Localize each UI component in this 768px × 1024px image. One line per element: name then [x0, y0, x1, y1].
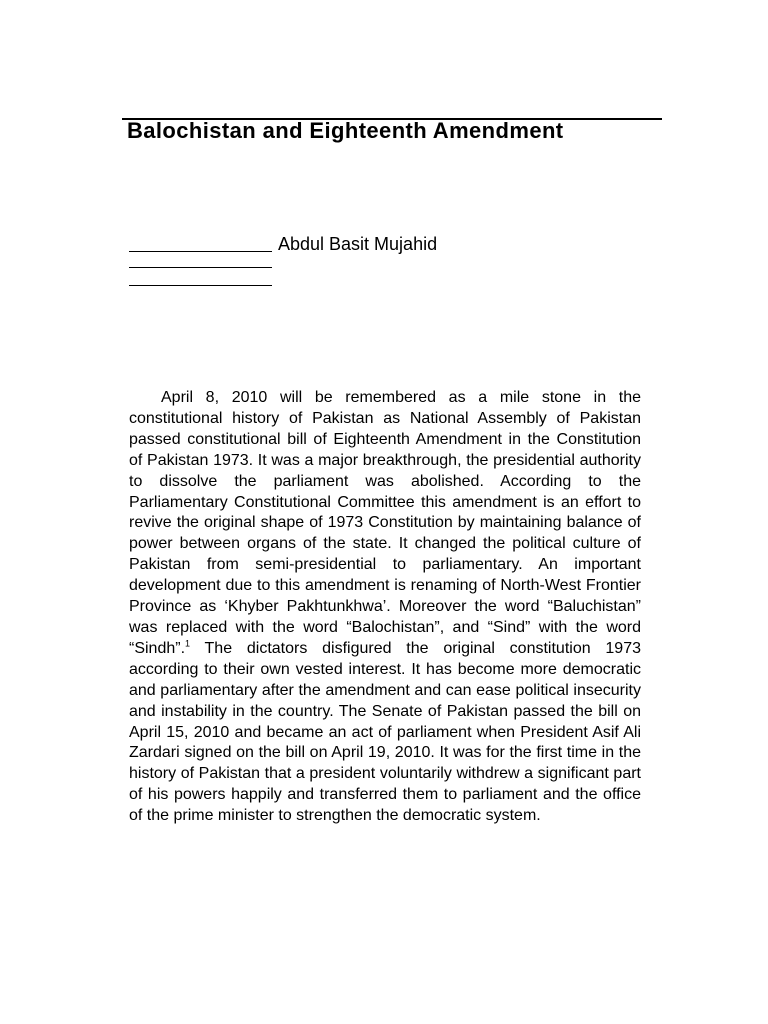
author-rule — [129, 251, 272, 252]
body-text-part1: April 8, 2010 will be remembered as a mile stone in the constitutional history of Pakistan as National Assembly of Pakistan passed constitutional bill of Eighteenth Amendment in the Constitution of Pakistan 1973. It was a major breakthrough, the presidential authority to dissolve the parliament was abolished. According to the Parliamentary Constitutional Committee this amendment is an effort to revive the original shape of 1973 Constitution by maintaining balance of power between organs of the state. It changed the political culture of Pakistan from semi-presidential to parliamentary. An important development due to this amendment is renaming of North-West Frontier Province as ‘Khyber Pakhtunkhwa’. Moreover the word “Baluchistan” was replaced with the word “Balochistan”, and “Sind” with the word “Sindh”. — [129, 389, 641, 657]
body-text-part2: The dictators disfigured the original constitution 1973 according to their own vested interest. It has become more democratic and parliamentary after the amendment and can ease political insecurity and instability in the country. The Senate of Pakistan passed the bill on April 15, 2010 and became an act of parliament when President Asif Ali Zardari signed on the bill on April 19, 2010. It was for the first time in the history of Pakistan that a president voluntarily withdrew a significant part of his powers happily and transferred them to parliament and the office of the prime minister to strengthen the democratic system. — [129, 639, 641, 825]
footnote-marker[interactable]: 1 — [185, 638, 191, 649]
article-title: Balochistan and Eighteenth Amendment — [127, 118, 564, 143]
author-row — [129, 231, 437, 255]
author-rule-second — [129, 267, 272, 268]
body-paragraph — [129, 388, 641, 827]
author-rule-third — [129, 285, 272, 286]
author-name: Abdul Basit Mujahid — [278, 234, 438, 254]
